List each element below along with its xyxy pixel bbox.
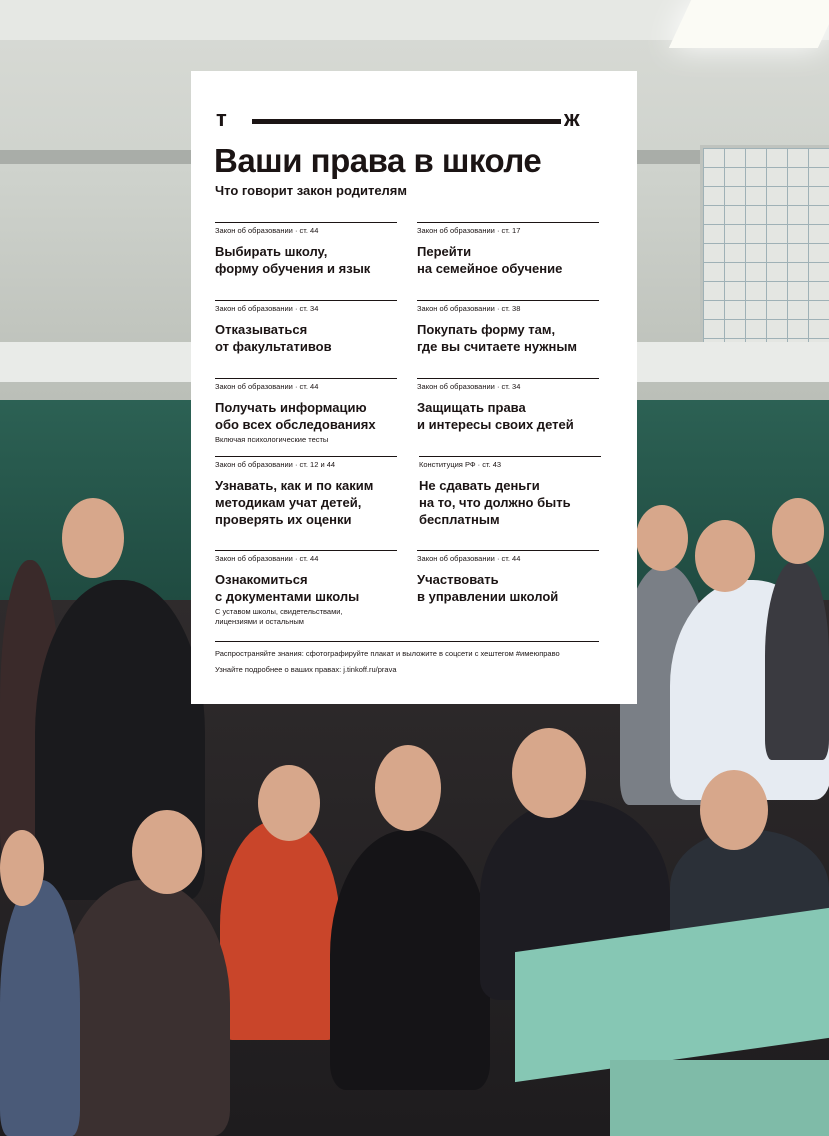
poster-subtitle: Что говорит закон родителям xyxy=(215,183,408,198)
right-heading: Ознакомиться с документами школы xyxy=(215,572,360,604)
student-head xyxy=(258,765,320,841)
right-heading: Защищать права и интересы своих детей xyxy=(417,400,574,432)
student-head xyxy=(62,498,124,578)
student-head xyxy=(700,770,768,850)
right-heading: Получать информацию обо всех обследованиях xyxy=(215,400,376,432)
law-reference: Закон об образовании · ст. 44 xyxy=(215,554,319,563)
student-head xyxy=(375,745,441,831)
right-note: Включая психологические тесты xyxy=(215,435,329,444)
law-reference: Закон об образовании · ст. 34 xyxy=(215,304,319,313)
logo-letter-left: т xyxy=(216,106,227,131)
footer-share-text: Распространяйте знания: сфотографируйте плакат и выложите в соцсети с хештегом #имеюправо xyxy=(215,649,560,658)
right-item xyxy=(215,550,397,626)
student-silhouette xyxy=(220,820,340,1040)
school-desk xyxy=(610,1060,829,1136)
student-head xyxy=(695,520,755,592)
law-reference: Закон об образовании · ст. 44 xyxy=(215,226,319,235)
student-head xyxy=(636,505,688,571)
right-heading: Отказываться от факультативов xyxy=(215,322,332,354)
student-silhouette xyxy=(330,830,490,1090)
right-item xyxy=(215,300,397,355)
footer-link-text: Узнайте подробнее о ваших правах: j.tinkoff.ru/prava xyxy=(215,665,397,674)
poster-title: Ваши права в школе xyxy=(214,142,542,179)
law-reference: Закон об образовании · ст. 38 xyxy=(417,304,521,313)
law-reference: Закон об образовании · ст. 17 xyxy=(417,226,521,235)
right-heading: Выбирать школу, форму обучения и язык xyxy=(215,244,371,276)
right-note: С уставом школы, свидетельствами, лицензиями и остальным xyxy=(215,607,343,626)
right-item xyxy=(417,222,599,277)
student-silhouette xyxy=(0,880,80,1136)
student-head xyxy=(132,810,202,894)
poster-footer xyxy=(215,641,599,675)
right-heading: Участвовать в управлении школой xyxy=(417,572,559,604)
right-heading: Узнавать, как и по каким методикам учат детей, проверять их оценки xyxy=(215,478,374,527)
logo-rule xyxy=(252,119,561,124)
logo-letter-right: ж xyxy=(564,106,580,131)
student-head xyxy=(0,830,44,906)
right-item xyxy=(417,300,599,355)
law-reference: Закон об образовании · ст. 34 xyxy=(417,382,521,391)
student-silhouette xyxy=(765,560,829,760)
right-item xyxy=(215,456,397,528)
law-reference: Закон об образовании · ст. 44 xyxy=(215,382,319,391)
right-item xyxy=(417,550,599,605)
student-head xyxy=(772,498,824,564)
right-item xyxy=(419,456,601,528)
ceiling-lamp xyxy=(669,0,829,48)
right-heading: Перейти на семейное обучение xyxy=(417,244,563,276)
law-reference: Конституция РФ · ст. 43 xyxy=(419,460,502,469)
poster-card xyxy=(191,71,637,704)
right-heading: Покупать форму там, где вы считаете нужным xyxy=(417,322,578,354)
law-reference: Закон об образовании · ст. 44 xyxy=(417,554,521,563)
right-heading: Не сдавать деньги на то, что должно быть бесплатным xyxy=(419,478,571,527)
brand-logo xyxy=(216,106,601,131)
law-reference: Закон об образовании · ст. 12 и 44 xyxy=(215,460,336,469)
right-item xyxy=(215,378,397,445)
right-item xyxy=(417,378,599,433)
student-head xyxy=(512,728,586,818)
student-silhouette xyxy=(60,880,230,1136)
right-item xyxy=(215,222,397,277)
